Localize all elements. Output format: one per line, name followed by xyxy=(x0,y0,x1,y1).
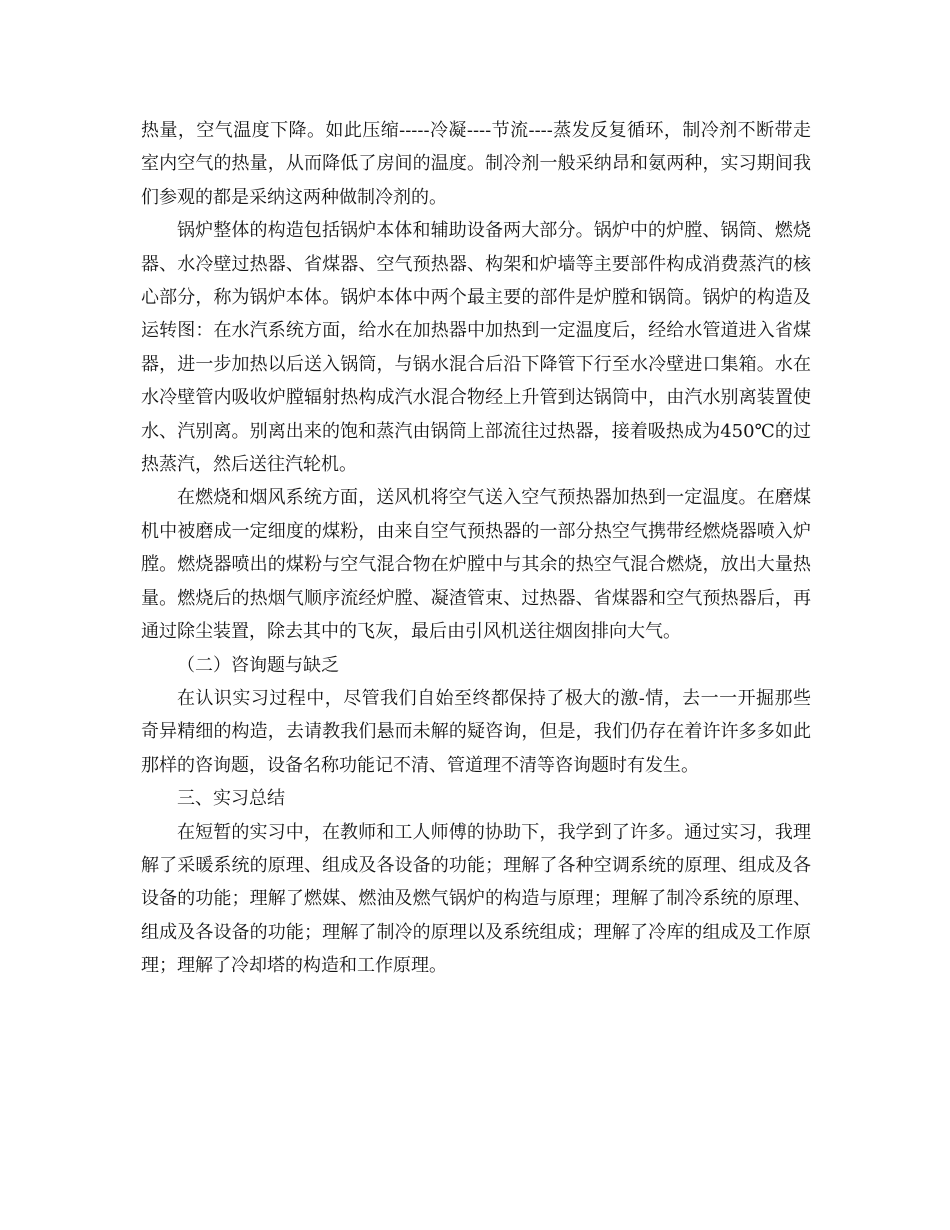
paragraph-combustion-system: 在燃烧和烟风系统方面，送风机将空气送入空气预热器加热到一定温度。在磨煤机中被磨成一定细度的煤粉，由来自空气预热器的一部分热空气携带经燃烧器喷入炉膛。燃烧器喷出的煤粉与空气混合物在炉膛中与其余的热空气混合燃烧，放出大量热量。燃烧后的热烟气顺序流经炉膛、凝渣管束、过热器、省煤器和空气预热器后，再通过除尘装置，除去其中的飞灰，最后由引风机送往烟囱排向大气。 xyxy=(141,487,811,643)
paragraph-boiler-structure: 锅炉整体的构造包括锅炉本体和辅助设备两大部分。锅炉中的炉膛、锅筒、燃烧器、水冷壁过热器、省煤器、空气预热器、构架和炉墙等主要部件构成消费蒸汽的核心部分，称为锅炉本体。锅炉本体中两个最主要的部件是炉膛和锅筒。锅炉的构造及运转图：在水汽系统方面，给水在加热器中加热到一定温度后，经给水管道进入省煤器，进一步加热以后送入锅筒，与锅水混合后沿下降管下行至水冷壁进口集箱。水在水冷壁管内吸收炉膛辐射热构成汽水混合物经上升管到达锅筒中，由汽水别离装置使水、汽别离。别离出来的饱和蒸汽由锅筒上部流往过热器，接着吸热成为450℃的过热蒸汽，然后送往汽轮机。 xyxy=(141,220,811,476)
paragraph-problems: 在认识实习过程中，尽管我们自始至终都保持了极大的激-情，去一一开掘那些奇异精细的构造，去请教我们悬而未解的疑咨询，但是，我们仍存在着许许多多如此那样的咨询题，设备名称功能记不清、管道理不清等咨询题时有发生。 xyxy=(141,687,811,776)
paragraph-refrigeration-cycle: 热量，空气温度下降。如此压缩-----冷凝----节流----蒸发反复循环，制冷剂不断带走室内空气的热量，从而降低了房间的温度。制冷剂一般采纳昂和氨两种，实习期间我们参观的都是采纳这两种做制冷剂的。 xyxy=(141,120,811,208)
section-heading-summary: 三、实习总结 xyxy=(177,788,285,810)
section-heading-problems: （二）咨询题与缺乏 xyxy=(177,654,339,676)
paragraph-summary: 在短暂的实习中，在教师和工人师傅的协助下，我学到了许多。通过实习，我理解了采暖系统的原理、组成及各设备的功能；理解了各种空调系统的原理、组成及各设备的功能；理解了燃媒、燃油及燃气锅炉的构造与原理；理解了制冷系统的原理、组成及各设备的功能；理解了制冷的原理以及系统组成；理解了冷库的组成及工作原理；理解了冷却塔的构造和工作原理。 xyxy=(141,821,811,977)
document-page xyxy=(141,114,811,983)
